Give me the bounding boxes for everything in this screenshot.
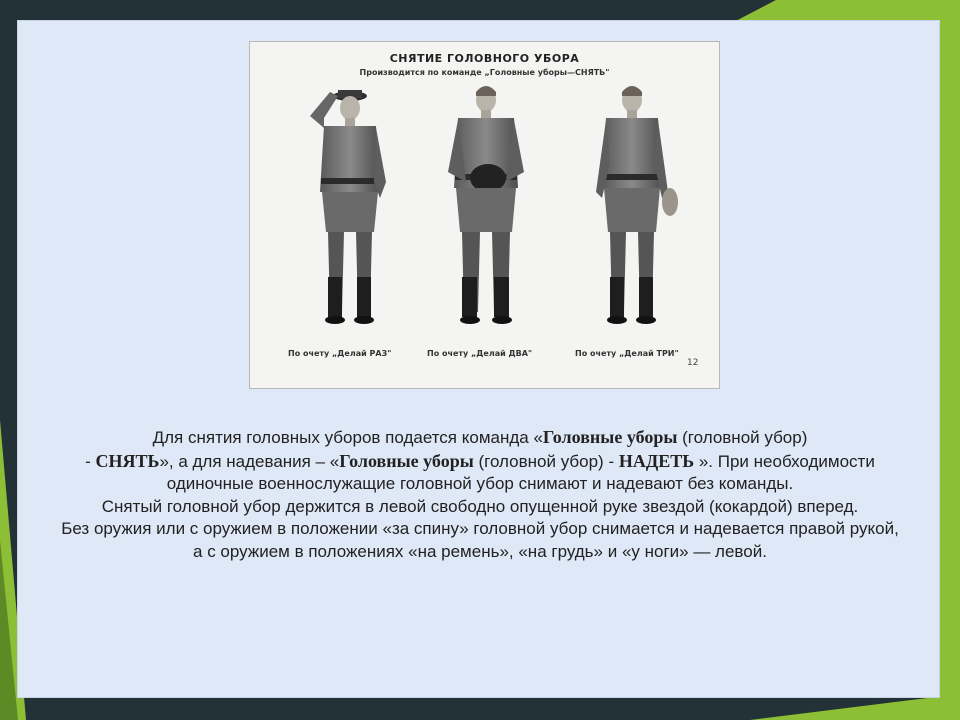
- command-remove: СНЯТЬ: [95, 450, 160, 471]
- soldier-figure-2: [448, 86, 524, 324]
- caption-step-3: По очету „Делай ТРИ": [575, 349, 679, 358]
- text-fragment: », а для надевания – «: [159, 451, 340, 471]
- command-headwear: Головные уборы: [542, 427, 678, 447]
- body-text: [60, 426, 900, 563]
- text-fragment: (головной убор): [677, 428, 808, 447]
- text-fragment: Для снятия головных уборов подается команда «: [152, 428, 543, 447]
- paragraph-weapon: Без оружия или с оружием в положении «за спину» головной убор снимается и надевается правой рукой, а с оружием в положениях «на ремень», «на грудь» и «у ноги» — левой.: [61, 519, 899, 561]
- text-fragment: -: [85, 451, 96, 471]
- caption-step-2: По очету „Делай ДВА": [427, 349, 533, 358]
- soldier-figures-drawing: [250, 82, 719, 352]
- illustration-subtitle: Производится по команде „Головные уборы—СНЯТЬ": [359, 68, 610, 77]
- text-fragment: ». При необходимости одиночные военнослужащие головной убор снимают и надевают без команды.: [166, 451, 875, 493]
- illustration-page-number: 12: [687, 358, 699, 368]
- caption-step-1: По очету „Делай РАЗ": [288, 349, 392, 358]
- command-put-on: НАДЕТЬ: [618, 450, 695, 471]
- paragraph-commands: [60, 426, 900, 496]
- command-headwear: Головные уборы: [339, 450, 474, 471]
- soldier-figure-1: [310, 90, 386, 324]
- instruction-illustration: [249, 41, 720, 389]
- soldier-figure-3: [596, 86, 678, 324]
- paragraph-holding: Снятый головной убор держится в левой свободно опущенной руке звездой (кокардой) вперед.: [101, 496, 859, 516]
- text-fragment: (головной убор) -: [473, 451, 619, 471]
- illustration-title: СНЯТИЕ ГОЛОВНОГО УБОРА: [389, 52, 580, 65]
